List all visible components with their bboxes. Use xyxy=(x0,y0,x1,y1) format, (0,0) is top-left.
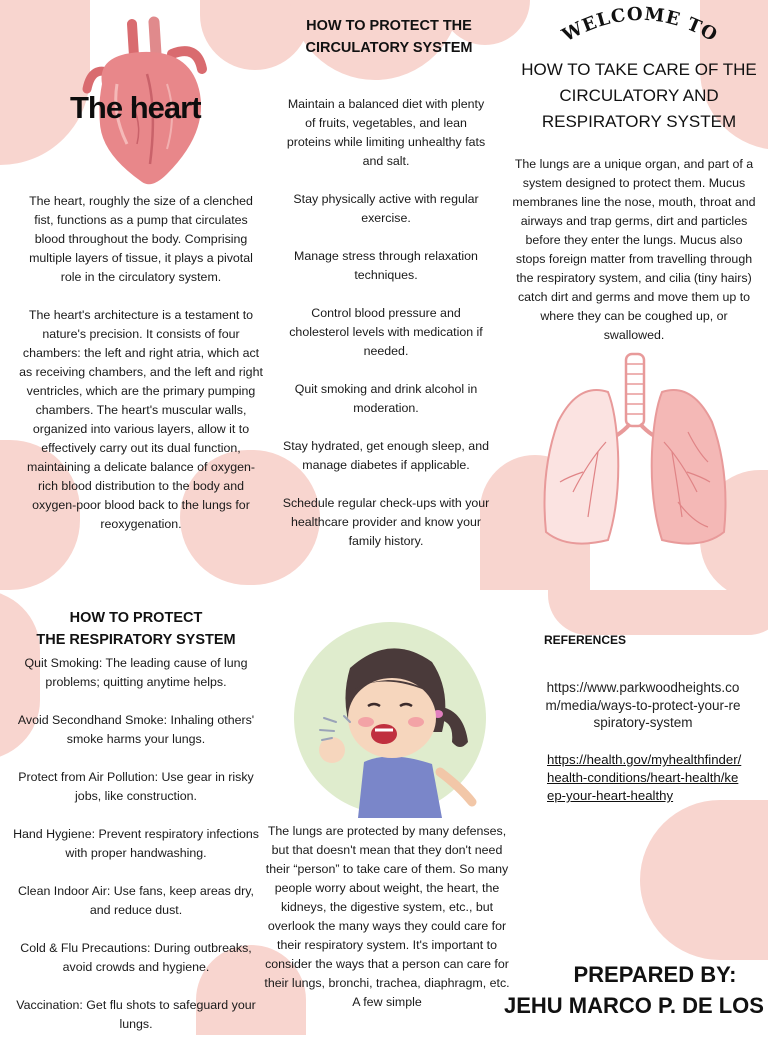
circulatory-tip: Manage stress through relaxation techniques. xyxy=(294,249,478,282)
circulatory-heading-line: CIRCULATORY SYSTEM xyxy=(305,40,473,56)
reference-2-link[interactable]: https://health.gov/myhealthfinder/health-conditions/heart-health/keep-your-heart-healthy xyxy=(547,752,742,803)
heart-paragraph: The heart's architecture is a testament to nature's precision. It consists of four chambers: the left and right atria, which act as receiving chambers, and the left and right ventricles, which are the primary pumping chambers. The heart's muscular walls, organized into various layers, allow it to effectively carry out its dual function, maintaining a delicate balance of oxygen-rich blood distribution to the body and oxygen-poor blood back to the lungs for reoxygenation. xyxy=(19,308,263,531)
respiratory-tip: Vaccination: Get flu shots to safeguard your lungs. xyxy=(16,998,256,1031)
circulatory-heading xyxy=(276,15,502,59)
circulatory-tip: Quit smoking and drink alcohol in moderation. xyxy=(294,382,478,415)
respiratory-tip: Hand Hygiene: Prevent respiratory infections with proper handwashing. xyxy=(13,827,259,860)
respiratory-heading-line: THE RESPIRATORY SYSTEM xyxy=(36,632,236,648)
bg-blob xyxy=(640,800,768,960)
brochure-title: HOW TO TAKE CARE OF THE CIRCULATORY AND RESPIRATORY SYSTEM xyxy=(521,60,757,131)
circulatory-tip: Stay physically active with regular exercise. xyxy=(293,192,479,225)
coughing-girl-illustration xyxy=(292,622,488,818)
heart-title: The heart xyxy=(70,90,201,125)
author-name: JEHU MARCO P. DE LOS xyxy=(504,993,764,1018)
respiratory-tip: Protect from Air Pollution: Use gear in risky jobs, like construction. xyxy=(18,770,254,803)
welcome-paragraph: The lungs are a unique organ, and part of a system designed to protect them. Mucus membranes line the nose, mouth, throat and airways and trap germs, dirt and particles before they enter the lungs. Mucus also stops foreign matter from travelling through the respiratory system, and cilia (tiny hairs) catch dirt and germs and move them up to where they can be coughed up, or swallowed. xyxy=(512,157,756,342)
respiratory-tip: Clean Indoor Air: Use fans, keep areas dry, and reduce dust. xyxy=(17,884,254,917)
heart-paragraph: The heart, roughly the size of a clenched fist, functions as a pump that circulates blood throughout the body. Comprising multiple layers of tissue, it plays a pivotal role in the circulatory system. xyxy=(29,194,253,284)
respiratory-tips xyxy=(12,654,260,1053)
circulatory-tip: Control blood pressure and cholesterol levels with medication if needed. xyxy=(289,306,483,358)
circulatory-tip: Maintain a balanced diet with plenty of fruits, vegetables, and lean proteins while limiting unhealthy fats and salt. xyxy=(286,97,486,168)
lungs-illustration xyxy=(538,352,732,552)
circulatory-tip: Schedule regular check-ups with your healthcare provider and know your family history. xyxy=(282,496,490,548)
respiratory-heading-line: HOW TO PROTECT xyxy=(69,610,203,626)
circulatory-tips xyxy=(282,95,490,570)
bg-blob xyxy=(548,590,768,635)
circulatory-heading-line: HOW TO PROTECT THE xyxy=(306,18,472,34)
welcome-text: WELCOME TO xyxy=(560,4,720,44)
circulatory-tip: Stay hydrated, get enough sleep, and manage diabetes if applicable. xyxy=(283,439,489,472)
prepared-by-label: PREPARED BY: xyxy=(573,962,737,987)
lungs-care-paragraph: The lungs are protected by many defenses, but that doesn't mean that they don't need their “person” to take care of them. So many people worry about weight, the heart, the kidneys, the digestive system, etc., but overlook the many ways they could care for their respiratory system. It's important to consider the ways that a person can care for their lungs, bronchi, trachea, diaphragm, etc. A few simple xyxy=(264,824,510,1009)
welcome-arc xyxy=(560,4,720,44)
respiratory-tip: Cold & Flu Precautions: During outbreaks, avoid crowds and hygiene. xyxy=(20,941,252,974)
references-heading: REFERENCES xyxy=(544,633,627,647)
heart-body xyxy=(18,192,264,553)
reference-1: https://www.parkwoodheights.com/media/ways-to-protect-your-respiratory-system xyxy=(545,680,741,730)
respiratory-tip: Avoid Secondhand Smoke: Inhaling others' smoke harms your lungs. xyxy=(17,713,255,746)
respiratory-heading xyxy=(14,607,258,651)
respiratory-tip: Quit Smoking: The leading cause of lung problems; quitting anytime helps. xyxy=(24,656,248,689)
